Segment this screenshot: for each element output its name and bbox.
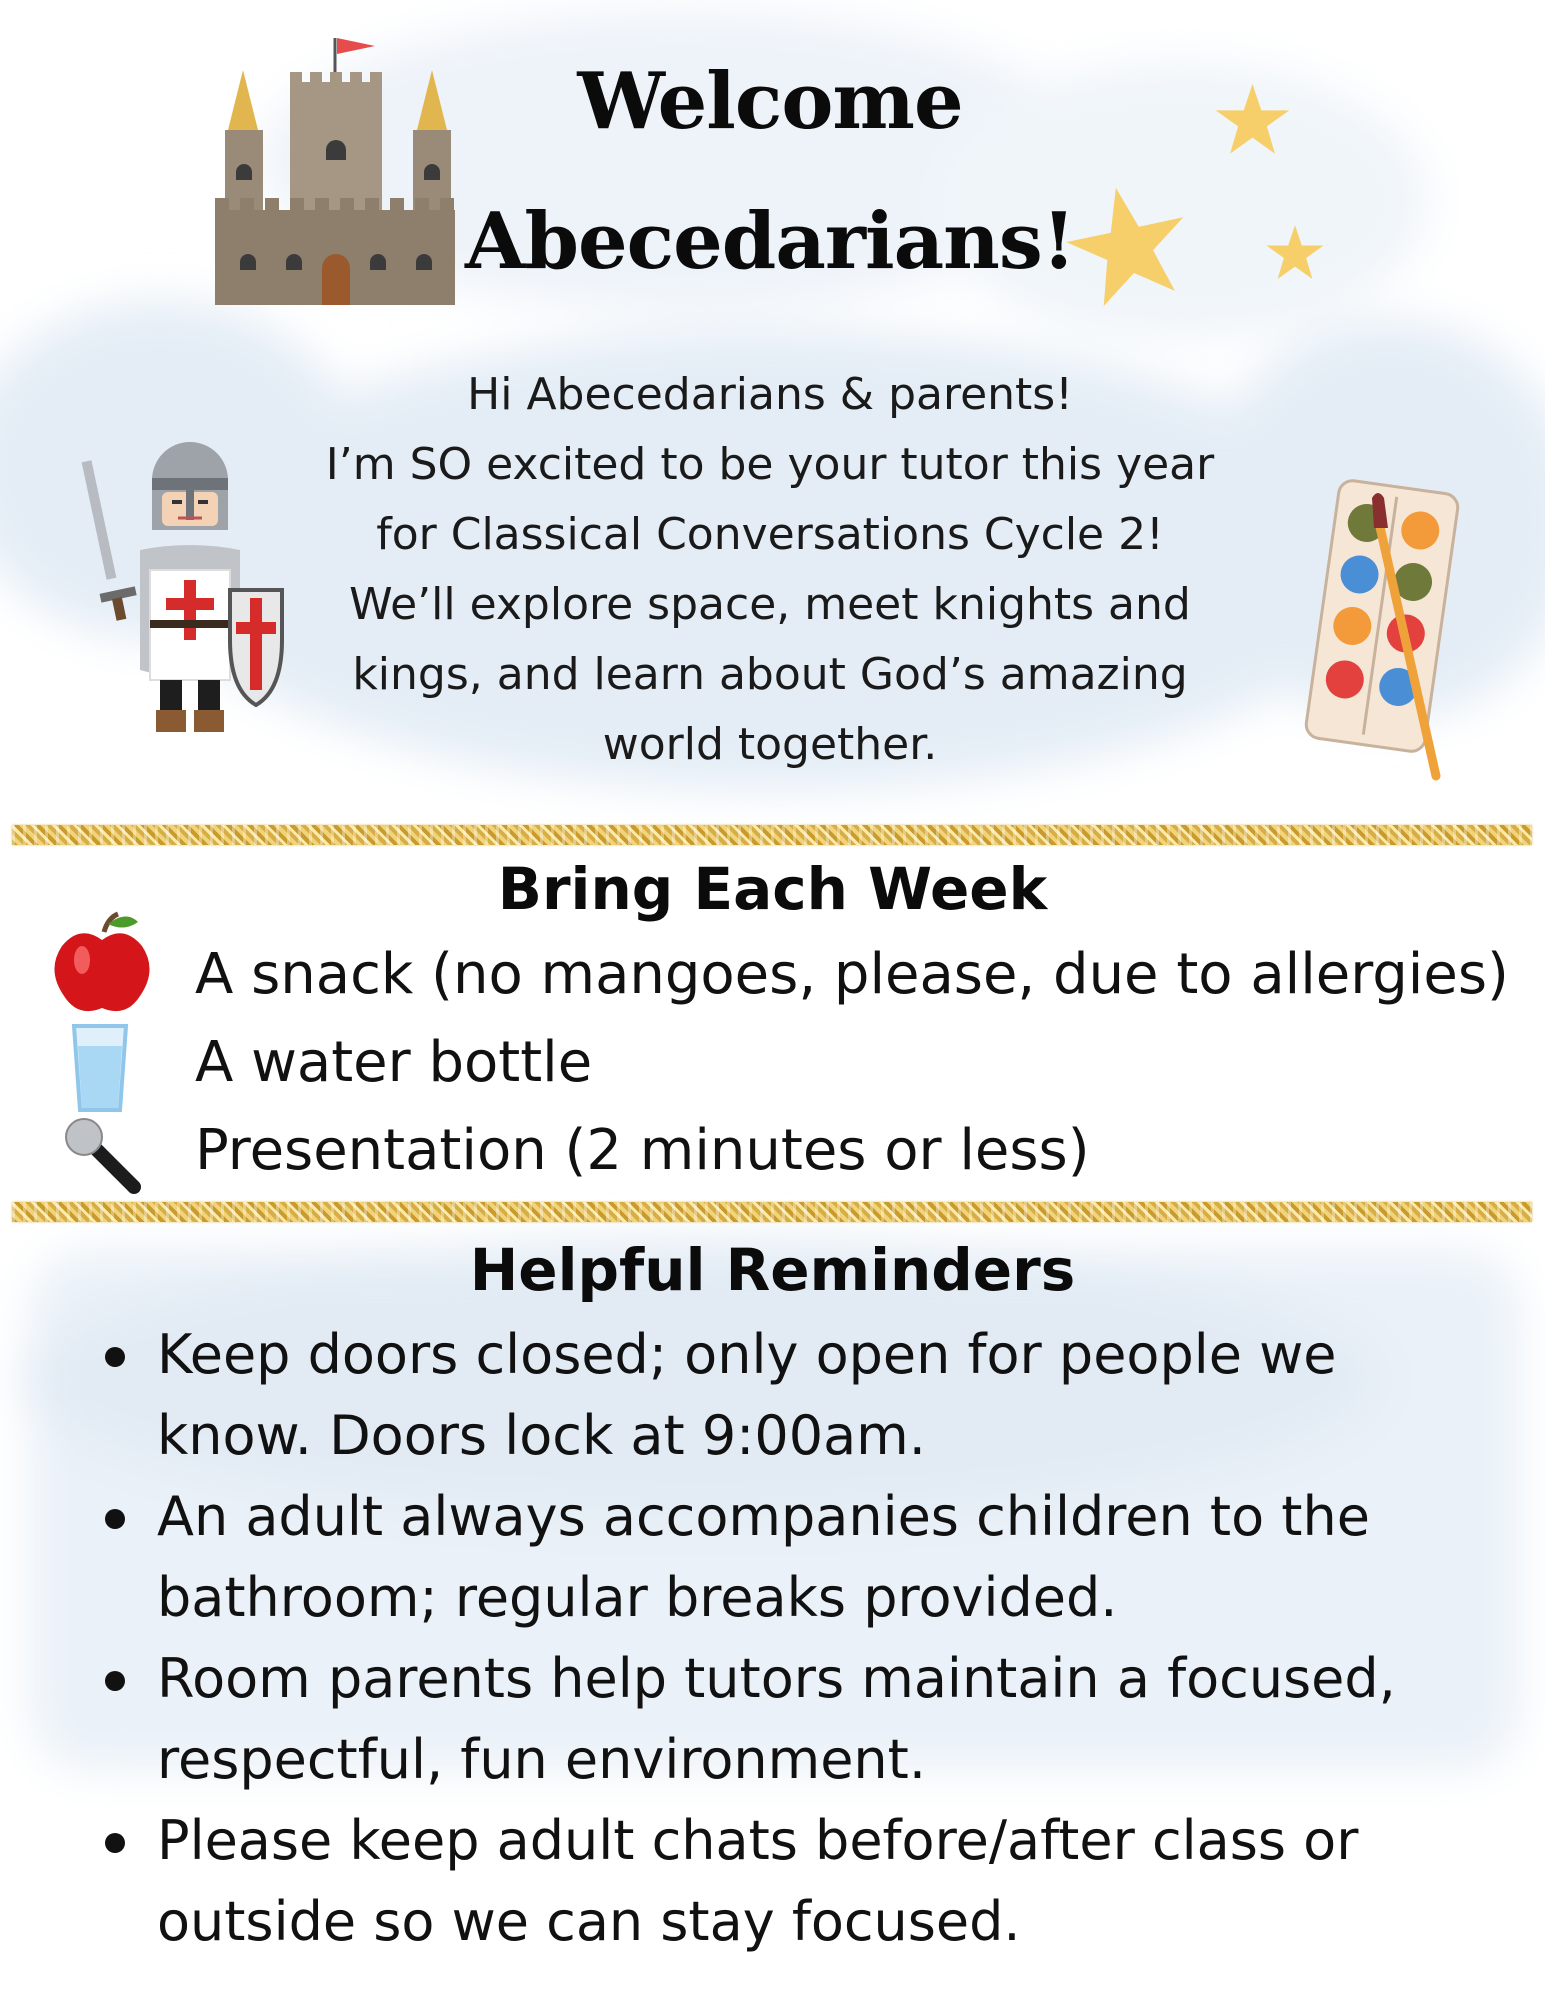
intro-line: We’ll explore space, meet knights and [349, 579, 1191, 630]
reminder-line: Please keep adult chats before/after class or [157, 1809, 1359, 1872]
reminder-line: Keep doors closed; only open for people we [157, 1323, 1337, 1386]
reminder-line: Room parents help tutors maintain a focused, [157, 1647, 1396, 1710]
bring-item-snack: A snack (no mangoes, please, due to allergies) [195, 942, 1509, 1007]
glitter-divider [12, 825, 1532, 845]
bring-item-water: A water bottle [195, 1030, 593, 1095]
reminder-item [95, 1638, 1495, 1800]
reminder-line: outside so we can stay focused. [157, 1890, 1021, 1953]
bullet-dot [105, 1833, 125, 1853]
intro-line: I’m SO excited to be your tutor this year [325, 439, 1215, 490]
microphone-icon [62, 1115, 142, 1195]
intro-line: Hi Abecedarians & parents! [467, 369, 1073, 420]
star-icon [1205, 80, 1300, 160]
bring-item-presentation: Presentation (2 minutes or less) [195, 1118, 1090, 1183]
reminder-item [95, 1476, 1495, 1638]
page-title-line1: Welcome [577, 56, 963, 147]
intro-line: world together. [602, 719, 938, 770]
reminder-line: respectful, fun environment. [157, 1728, 926, 1791]
intro-line: for Classical Conversations Cycle 2! [376, 509, 1164, 560]
bring-section-title: Bring Each Week [497, 855, 1048, 923]
reminder-item [95, 1800, 1495, 1962]
intro-line: kings, and learn about God’s amazing [352, 649, 1188, 700]
intro-paragraph [270, 360, 1270, 780]
reminder-item [95, 1314, 1495, 1476]
star-icon [1262, 222, 1328, 284]
bullet-dot [105, 1671, 125, 1691]
apple-icon [52, 910, 152, 1015]
knight-icon [80, 440, 290, 740]
paint-palette-icon [1292, 478, 1472, 788]
reminder-line: know. Doors lock at 9:00am. [157, 1404, 926, 1467]
reminder-line: An adult always accompanies children to the [157, 1485, 1370, 1548]
reminder-line: bathroom; regular breaks provided. [157, 1566, 1118, 1629]
reminders-section-title: Helpful Reminders [469, 1236, 1076, 1304]
page-title-line2: Abecedarians! [464, 196, 1075, 287]
bullet-dot [105, 1347, 125, 1367]
water-glass-icon [70, 1022, 130, 1114]
bullet-dot [105, 1509, 125, 1529]
glitter-divider [12, 1202, 1532, 1222]
reminders-list [95, 1314, 1495, 1962]
